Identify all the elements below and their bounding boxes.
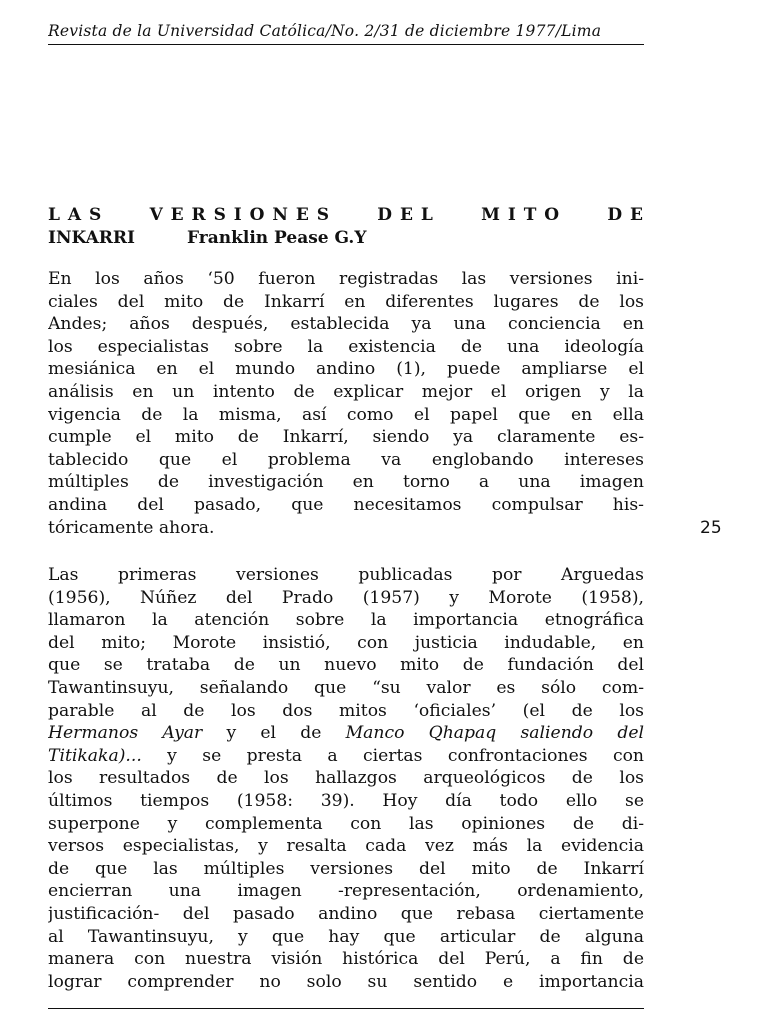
paragraph-2 xyxy=(48,564,644,993)
text-line: En los años ‘50 fueron registradas las versiones ini- xyxy=(48,269,644,289)
text-line: múltiples de investigación en torno a una imagen xyxy=(48,472,644,493)
text-line: Las primeras versiones publicadas por Arguedas xyxy=(48,565,644,585)
text-line: llamaron la atención sobre la importancia etnográfica xyxy=(48,610,644,631)
text-line: encierran una imagen -representación, ordenamiento, xyxy=(48,881,644,902)
text-line: cumple el mito de Inkarrí, siendo ya claramente es- xyxy=(48,427,644,448)
running-head: Revista de la Universidad Católica/No. 2/31 de diciembre 1977/Lima xyxy=(48,22,644,45)
text-line: análisis en un intento de explicar mejor el origen y la xyxy=(48,381,644,402)
text-line: parable al de los dos mitos ‘oficiales’ (el de los xyxy=(48,700,644,721)
text-line: versos especialistas, y resalta cada vez más la evidencia xyxy=(48,836,644,857)
italic-title: Titikaka)... xyxy=(48,745,142,766)
text-line: tóricamente ahora. xyxy=(48,517,215,538)
title-word: V E R S I O N E S xyxy=(149,205,330,225)
title-word: D E L xyxy=(377,205,434,225)
text-line-mixed xyxy=(48,745,644,768)
title-word: L A S xyxy=(48,205,103,225)
page-number: 25 xyxy=(700,518,722,538)
text-line: Tawantinsuyu, señalando que “su valor es sólo com- xyxy=(48,677,644,698)
text-line: los resultados de los hallazgos arqueológicos de los xyxy=(48,768,644,789)
title-word: M I T O xyxy=(481,205,561,225)
title-word: D E xyxy=(607,205,644,225)
text-line: vigencia de la misma, así como el papel que en ella xyxy=(48,404,644,425)
text-line: últimos tiempos (1958: 39). Hoy día todo ello se xyxy=(48,790,644,811)
text-line: de que las múltiples versiones del mito de Inkarrí xyxy=(48,858,644,879)
article-title xyxy=(48,204,644,250)
author-name: Franklin Pease G.Y xyxy=(186,228,367,248)
text-line: tablecido que el problema va englobando intereses xyxy=(48,449,644,470)
italic-title: Hermanos Ayar xyxy=(48,723,203,744)
inline-text: y se presta a ciertas confrontaciones con xyxy=(141,745,644,766)
text-line: justificación- del pasado andino que rebasa ciertamente xyxy=(48,903,644,924)
text-line: lograr comprender no solo su sentido e importancia xyxy=(48,971,644,992)
italic-title: Manco Qhapaq saliendo del xyxy=(345,723,644,744)
text-line: (1956), Núñez del Prado (1957) y Morote (1958), xyxy=(48,587,644,608)
text-line: que se trataba de un nuevo mito de fundación del xyxy=(48,655,644,676)
text-line: del mito; Morote insistió, con justicia indudable, en xyxy=(48,632,644,653)
paragraph-1 xyxy=(48,268,644,539)
text-line: Andes; años después, establecida ya una conciencia en xyxy=(48,314,644,335)
title-line-1 xyxy=(48,204,644,226)
text-line: los especialistas sobre la existencia de una ideología xyxy=(48,336,644,357)
text-line: mesiánica en el mundo andino (1), puede ampliarse el xyxy=(48,359,644,380)
text-line: andina del pasado, que necesitamos compulsar his- xyxy=(48,494,644,515)
text-line: manera con nuestra visión histórica del Perú, a fin de xyxy=(48,949,644,970)
title-inkarri: INKARRI xyxy=(48,228,135,248)
footer-rule xyxy=(48,1008,644,1009)
text-line: superpone y complementa con las opiniones de di- xyxy=(48,813,644,834)
title-line-2 xyxy=(48,226,644,250)
text-line-mixed xyxy=(48,722,644,745)
text-line: ciales del mito de Inkarrí en diferentes lugares de los xyxy=(48,291,644,312)
text-line: al Tawantinsuyu, y que hay que articular de alguna xyxy=(48,926,644,947)
inline-text: y el de xyxy=(202,723,346,744)
